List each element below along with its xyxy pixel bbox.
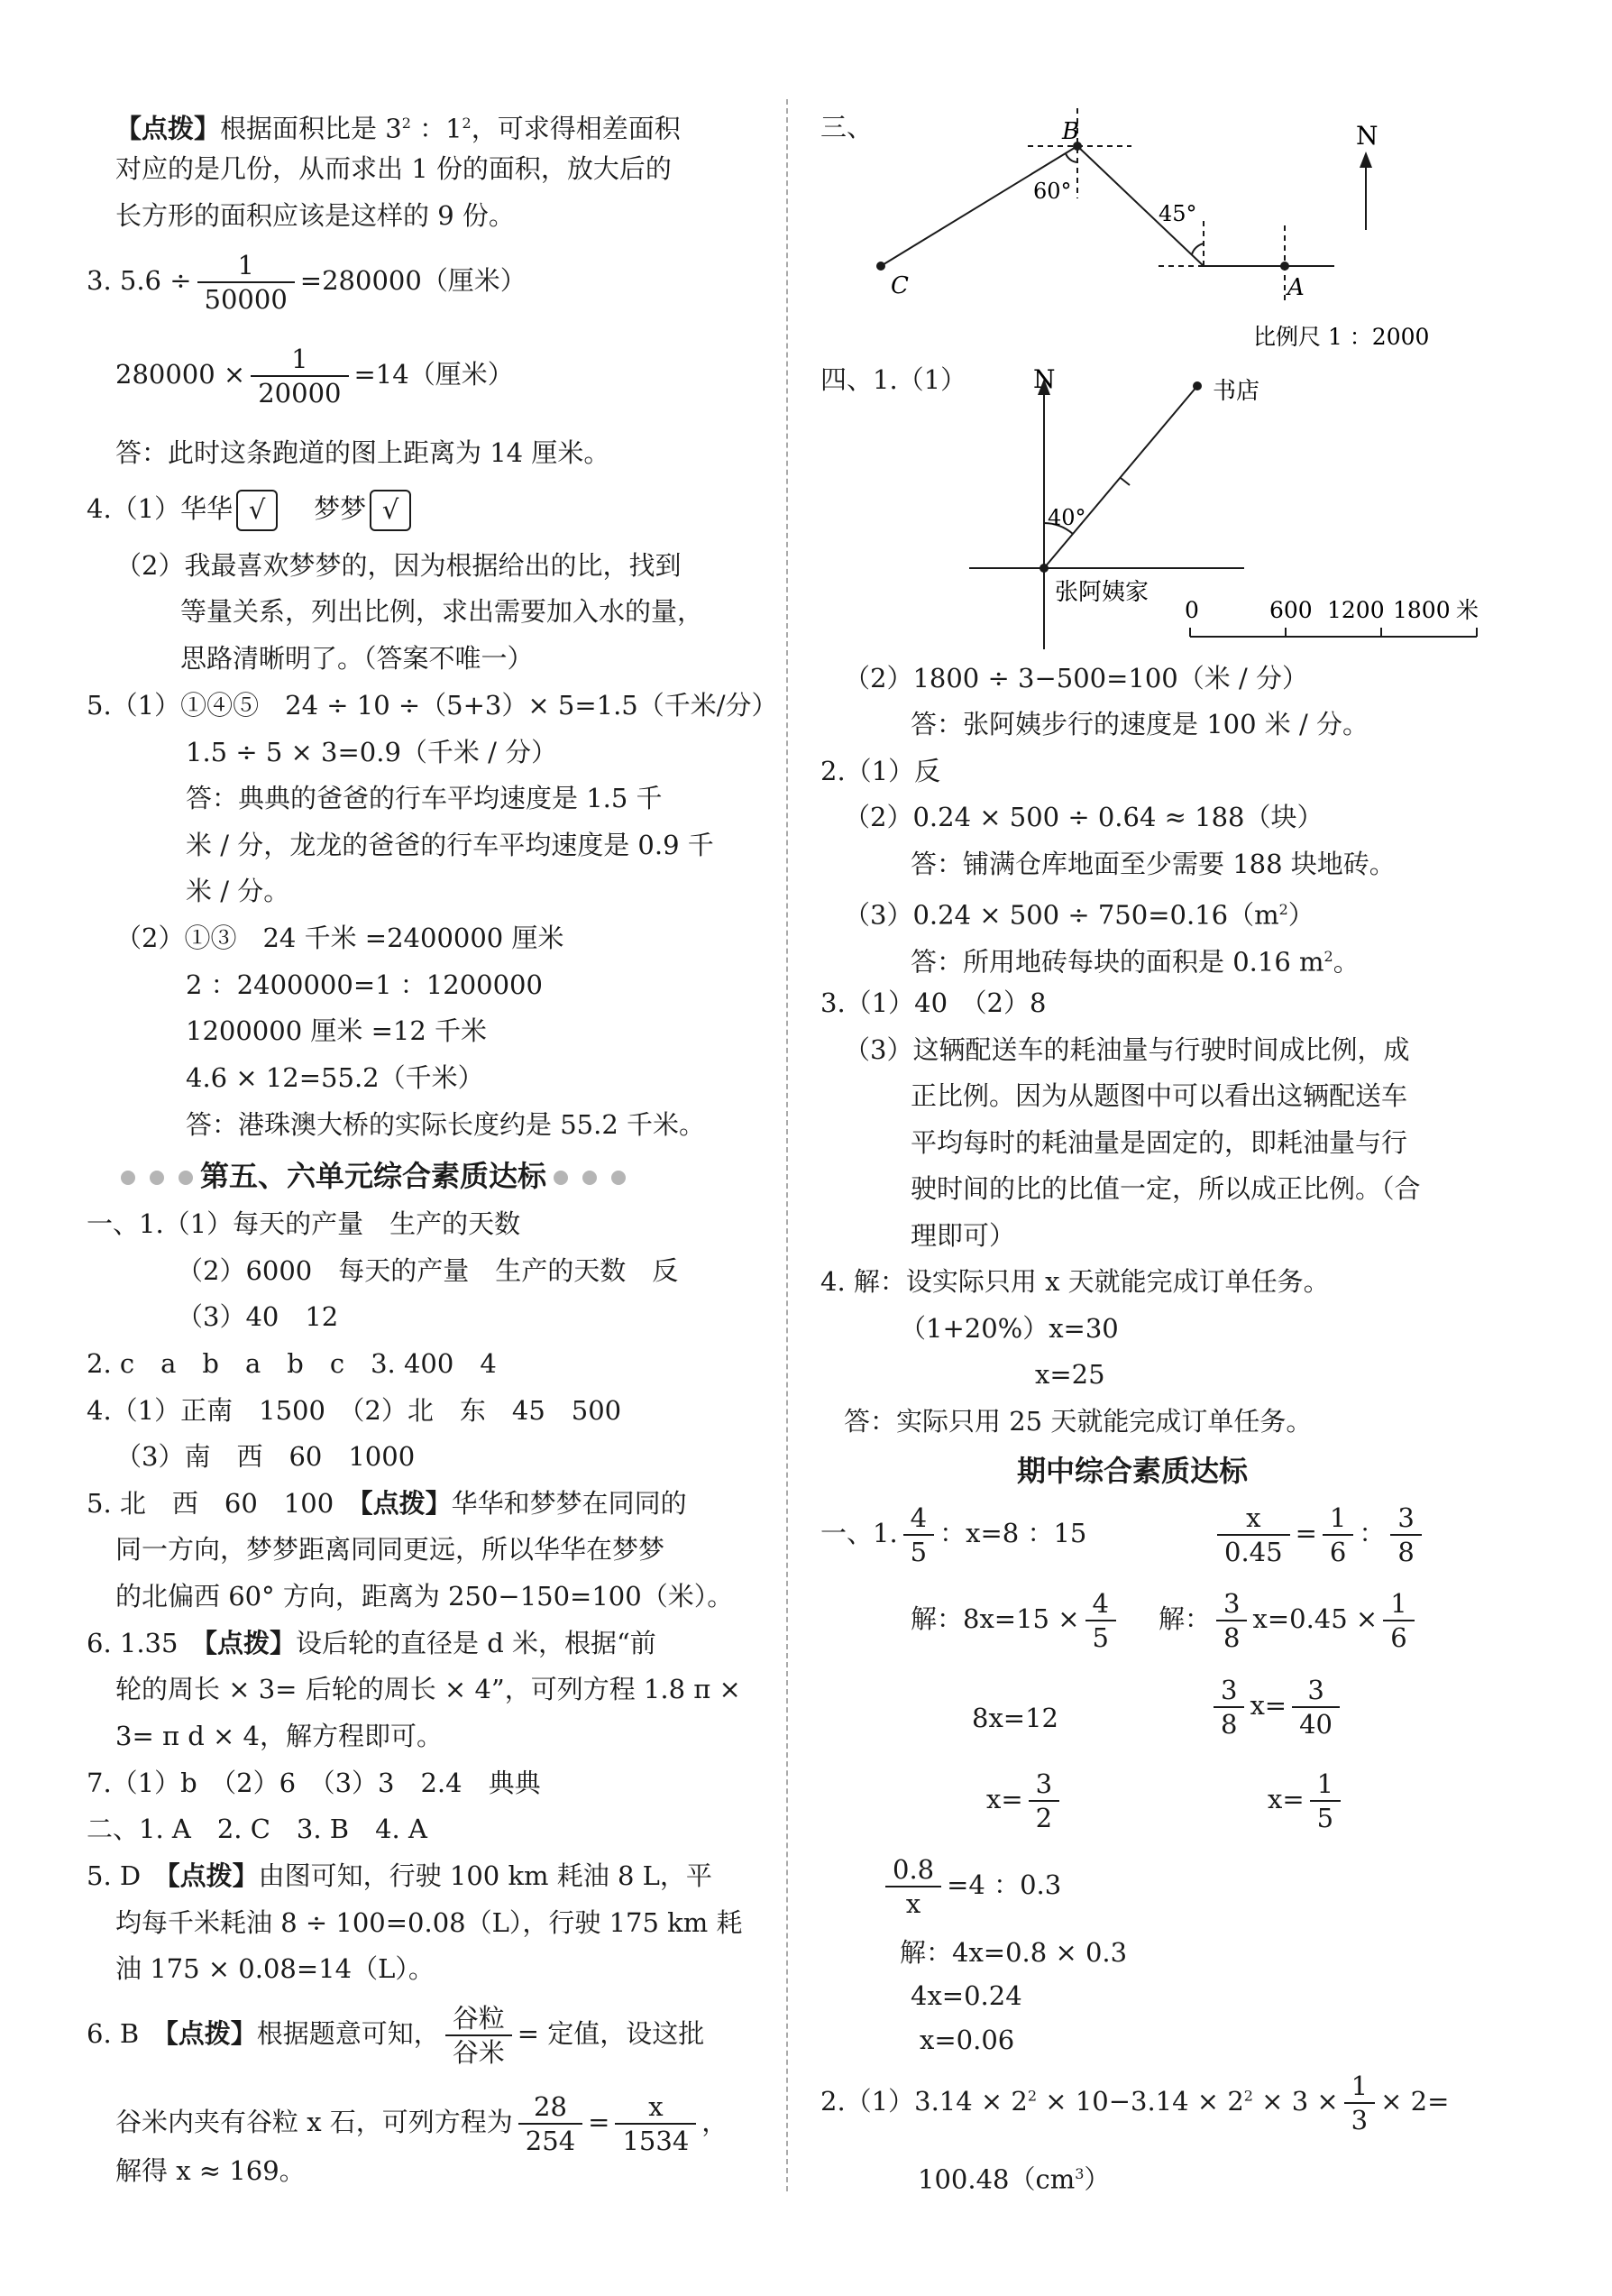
angle-40-label: 40° (1048, 505, 1086, 530)
fraction: $\frac{x}{0.45}$ (1217, 1502, 1290, 1568)
fraction: $\frac{1}{20000}$ (251, 343, 348, 409)
north-label: N (1356, 121, 1378, 151)
mid-eq1: 一、1. $\frac{4}{5}$ ：x=8 ：15 (820, 1502, 1087, 1567)
fraction: $\frac{4}{5}$ (1085, 1587, 1116, 1654)
home-label: 张阿姨家 (1055, 579, 1149, 606)
mid-step4: $\frac{3}{8}$ x= $\frac{3}{40}$ (1208, 1674, 1345, 1740)
r-line-3: 2.（1）反 (820, 756, 941, 786)
s1-line-11: 轮的周长 × 3= 后轮的周长 × 4”，可列方程 1.8 π × (115, 1674, 741, 1704)
direction-figure-1 (793, 108, 1612, 361)
direction-figure-2 (793, 361, 1612, 658)
r-line-5: 答：铺满仓库地面至少需要 188 块地砖。 (911, 849, 1396, 879)
section-three-label: 三、 (820, 112, 874, 142)
r-line-16: x=25 (1035, 1359, 1105, 1390)
fraction: $\frac{3}{2}$ (1029, 1768, 1059, 1834)
s1-line-19: 谷米内夹有谷粒 x 石，可列方程为 $\frac{28}{254}$ = $\frac{x}{1534}$ ， (115, 2091, 728, 2156)
s1-line-6: （3）南 西 60 1000 (115, 1441, 416, 1472)
q5-line-9: 4.6 × 12=55.2（千米） (186, 1062, 484, 1093)
point-a-label: A (1287, 274, 1305, 301)
s1-line-14: 二、1. A 2. C 3. B 4. A (87, 1814, 427, 1844)
s1-line-4: 2. c a b a b c 3. 400 4 (87, 1348, 497, 1379)
r-line-9: （3）这辆配送车的耗油量与行驶时间成比例，成 (844, 1034, 1410, 1065)
fraction: $\frac{4}{5}$ (903, 1502, 934, 1568)
fraction: $\frac{28}{254}$ (518, 2090, 582, 2157)
r-line-17: 答：实际只用 25 天就能完成订单任务。 (844, 1406, 1313, 1437)
mid-eq3-step1: 解：4x=0.8 × 0.3 (900, 1937, 1128, 1968)
point-b-label: B (1062, 118, 1080, 145)
section-title: 第五、六单元综合素质达标 (114, 1153, 633, 1195)
q5-line-3: 答：典典的爸爸的行车平均速度是 1.5 千 (186, 783, 663, 813)
q5-line-5: 米 / 分。 (186, 876, 290, 906)
fraction: $\frac{\text{谷粒}}{\text{谷米}}$ (445, 2002, 512, 2069)
mid-eq3: $\frac{0.8}{x}$ =4 ：0.3 (880, 1853, 1061, 1920)
fraction: $\frac{1}{3}$ (1344, 2070, 1375, 2136)
s1-line-7: 5. 北 西 60 100 【点拨】华华和梦梦在同同的 (87, 1488, 687, 1519)
q5-line-7: 2 ：2400000=1 ：1200000 (186, 969, 543, 1000)
q5-line-6: （2）①③ 24 千米 =2400000 厘米 (115, 923, 564, 953)
q3-line-1: 3. 5.6 ÷ $\frac{1}{50000}$ =280000（厘米） (87, 250, 527, 315)
q5-line-4: 米 / 分，龙龙的爸爸的行车平均速度是 0.9 千 (186, 830, 714, 860)
fraction: $\frac{0.8}{x}$ (885, 1853, 941, 1920)
fraction: $\frac{3}{40}$ (1292, 1674, 1340, 1740)
scale-tick-1800: 1800 (1393, 597, 1451, 623)
s1-line-1: 一、1.（1）每天的产量 生产的天数 (87, 1208, 521, 1239)
s1-line-2: （2）6000 每天的产量 生产的天数 反 (177, 1255, 679, 1286)
s1-line-5: 4.（1）正南 1500 （2）北 东 45 500 (87, 1395, 622, 1426)
s1-line-10: 6. 1.35 【点拨】设后轮的直径是 d 米，根据“前 (87, 1628, 656, 1658)
mid-step2: 解： $\frac{3}{8}$ x=0.45 × $\frac{1}{6}$ (1159, 1587, 1420, 1654)
r-line-15: （1+20%）x=30 (900, 1313, 1119, 1344)
q4-line-4: 思路清晰明了。（答案不唯一） (180, 643, 534, 674)
r-line-7: 答：所用地砖每块的面积是 0.16 $m^2$。 (911, 946, 1360, 978)
scale-label: 比例尺 1 ：2000 (1253, 324, 1430, 350)
check-box: √ (236, 490, 278, 531)
r-line-14: 4. 解：设实际只用 x 天就能完成订单任务。 (820, 1266, 1330, 1297)
point-c-label: C (891, 272, 909, 299)
q5-line-2: 1.5 ÷ 5 × 3=0.9（千米 / 分） (186, 737, 558, 767)
q3-answer: 答：此时这条跑道的图上距离为 14 厘米。 (115, 437, 610, 468)
s1-line-9: 的北偏西 60° 方向，距离为 250−150=100（米）。 (115, 1581, 734, 1612)
s1-line-8: 同一方向，梦梦距离同同更远，所以华华在梦梦 (115, 1534, 665, 1565)
midterm-title: 期中综合素质达标 (1017, 1454, 1249, 1488)
mid-eq3-step2: 4x=0.24 (911, 1980, 1022, 2011)
fraction: $\frac{1}{5}$ (1310, 1768, 1341, 1834)
s1-line-16: 均每千米耗油 8 ÷ 100=0.08（L），行驶 175 km 耗 (115, 1907, 743, 1938)
column-divider (786, 99, 788, 2191)
store-label: 书店 (1213, 378, 1260, 405)
r-line-4: （2）0.24 × 500 ÷ 0.64 ≈ 188（块） (844, 802, 1323, 832)
r-line-8: 3.（1）40 （2）8 (820, 987, 1047, 1018)
s1-line-15: 5. D 【点拨】由图可知，行驶 100 km 耗油 8 L，平 (87, 1860, 712, 1891)
r-line-11: 平均每时的耗油量是固定的，即耗油量与行 (911, 1127, 1408, 1158)
mid-step3: 8x=12 (972, 1703, 1059, 1733)
r-line-13: 理即可） (911, 1220, 1016, 1251)
r-line-6: $(3)0.24 \times 500 \div 750=0.16(m^2)$ (844, 899, 1314, 931)
mid-q2-line: $2.(1)3.14 \times 2^2 \times 10-3.14 \times 2^2 \times 3$ × $\frac{1}{3}$ × 2= (820, 2071, 1450, 2135)
r-line-12: 驶时间的比的比值一定，所以成正比例。（合 (911, 1173, 1421, 1204)
angle-45-label: 45° (1159, 201, 1197, 226)
mid-step1: 解：8x=15 × $\frac{4}{5}$ (911, 1587, 1122, 1654)
r-line-10: 正比例。因为从题图中可以看出这辆配送车 (911, 1080, 1408, 1111)
mid-eq3-step3: x=0.06 (920, 2025, 1015, 2055)
s1-line-20: 解得 x ≈ 169。 (115, 2155, 306, 2186)
scale-tick-600: 600 (1269, 597, 1313, 623)
scale-unit: 米 (1456, 597, 1479, 623)
s1-line-3: （3）40 12 (177, 1301, 339, 1332)
s1-line-18: 6. B 【点拨】根据题意可知， $\frac{\text{谷粒}}{\text{谷米}}$ = 定值，设这批 (87, 2003, 705, 2068)
fraction: $\frac{3}{8}$ (1390, 1502, 1421, 1568)
mid-eq2: $\frac{x}{0.45}$ = $\frac{1}{6}$ ： $\frac{3}{8}$ (1212, 1502, 1427, 1568)
scale-tick-0: 0 (1185, 597, 1199, 623)
fraction: $\frac{1}{6}$ (1383, 1587, 1414, 1654)
q3-line-2: 280000 × $\frac{1}{20000}$ =14（厘米） (115, 344, 514, 409)
mid-step6: x= $\frac{1}{5}$ (1268, 1768, 1346, 1834)
tip-line-2: 对应的是几份，从而求出 1 份的面积，放大后的 (115, 153, 672, 184)
s1-line-17: 油 175 × 0.08=14（L）。 (115, 1953, 435, 1984)
fraction: $\frac{3}{8}$ (1216, 1587, 1247, 1654)
q4-line-3: 等量关系，列出比例，求出需要加入水的量， (180, 596, 704, 627)
fraction: $\frac{1}{6}$ (1323, 1502, 1353, 1568)
scale-tick-1200: 1200 (1327, 597, 1385, 623)
mid-step5: x= $\frac{3}{2}$ (986, 1768, 1065, 1834)
r-line-2: 答：张阿姨步行的速度是 100 米 / 分。 (911, 709, 1369, 739)
s1-line-13: 7.（1）b （2）6 （3）3 2.4 典典 (87, 1768, 541, 1798)
north-label: N (1033, 364, 1056, 394)
q4-line-2: （2）我最喜欢梦梦的，因为根据给出的比，找到 (115, 550, 682, 581)
q4-line-1: 4.（1）华华 √ 梦梦 √ (87, 490, 411, 531)
fraction: $\frac{x}{1534}$ (615, 2090, 696, 2157)
tip-line-3: 长方形的面积应该是这样的 9 份。 (115, 200, 515, 231)
check-box: √ (370, 490, 411, 531)
fraction: $\frac{3}{8}$ (1214, 1674, 1244, 1740)
angle-60-label: 60° (1033, 179, 1072, 204)
q5-line-10: 答：港珠澳大桥的实际长度约是 55.2 千米。 (186, 1109, 706, 1140)
tip-line-1: 【点拨】根据面积比是 $3^2$ ：$1^2$，可求得相差面积 (115, 113, 681, 144)
s1-line-12: 3= π d × 4，解方程即可。 (115, 1721, 443, 1751)
r-line-1: （2）1800 ÷ 3−500=100（米 / 分） (844, 663, 1308, 693)
q5-line-1: 5.（1）①④⑤ 24 ÷ 10 ÷（5+3）× 5=1.5（千米/分） (87, 690, 778, 721)
mid-q2-result: $100.48(cm^3)$ (918, 2163, 1111, 2195)
section-four-label: 四、1.（1） (820, 364, 967, 395)
q5-line-8: 1200000 厘米 =12 千米 (186, 1015, 488, 1046)
fraction: $\frac{1}{50000}$ (197, 249, 295, 316)
